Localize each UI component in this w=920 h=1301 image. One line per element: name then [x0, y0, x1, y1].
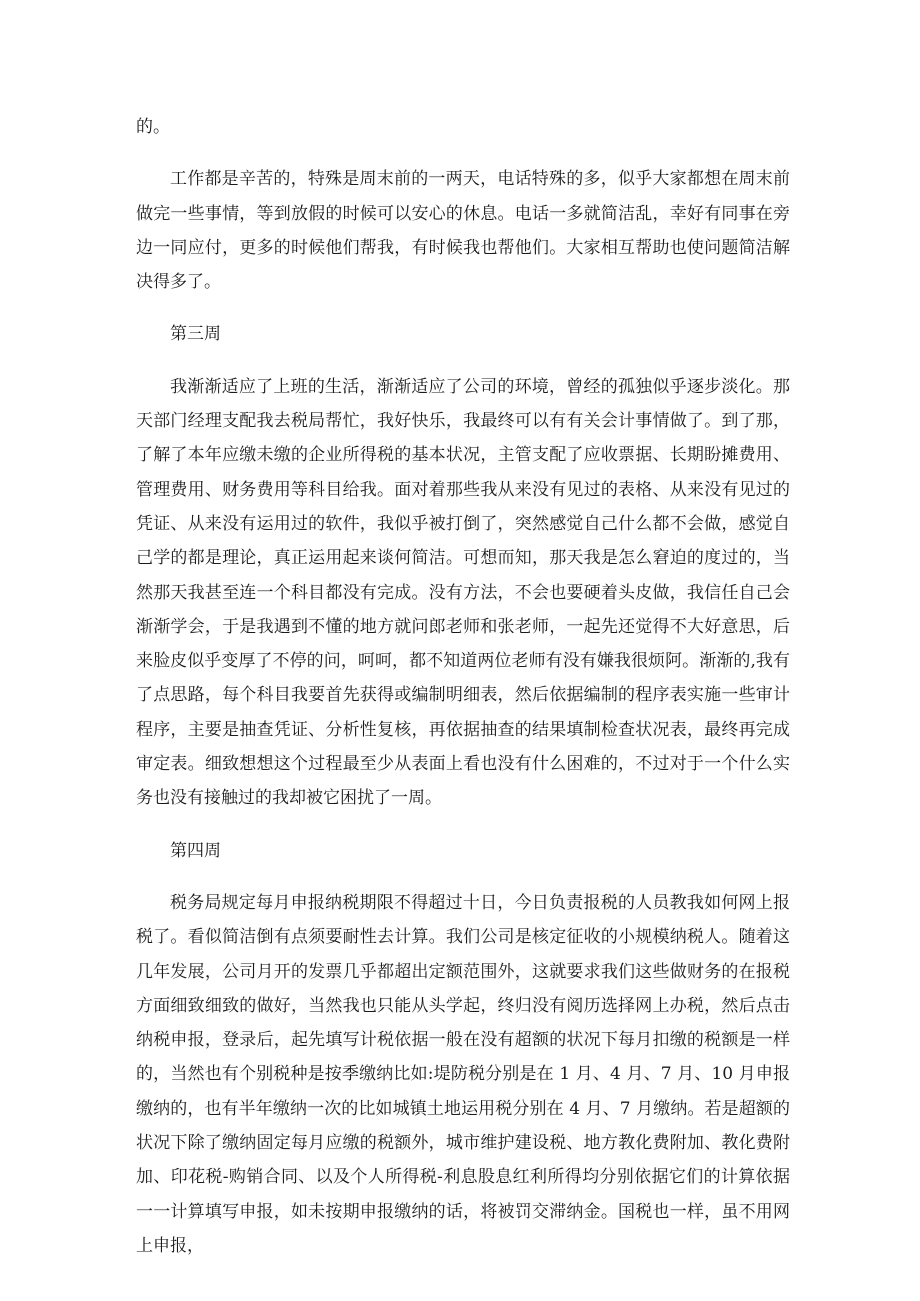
paragraph-continuation: 的。	[136, 117, 170, 137]
paragraph-week-3: 我渐渐适应了上班的生活，渐渐适应了公司的环境，曾经的孤独似乎逐步淡化。那天部门经理支配我去税局帮忙，我好快乐，我最终可以有有关会计事情做了。到了那，了解了本年应缴未缴的企业所得税的基本状况，主管支配了应收票据、长期盼摊费用、管理费用、财务费用等科目给我。面对着那些我从来没有见过的表格、从来没有见过的凭证、从来没有运用过的软件，我似乎被打倒了，突然感觉自己什么都不会做，感觉自己学的都是理论，真正运用起来谈何简洁。可想而知，那天我是怎么窘迫的度过的，当然那天我甚至连一个科目都没有完成。没有方法，不会也要硬着头皮做，我信任自己会渐渐学会，于是我遇到不懂的地方就问郎老师和张老师，一起先还觉得不大好意思，后来脸皮似乎变厚了不停的问，呵呵，都不知道两位老师有没有嫌我很烦阿。渐渐的,我有了点思路，每个科目我要首先获得或编制明细表，然后依据编制的程序表实施一些审计程序，主要是抽查凭证、分析性复核，再依据抽查的结果填制检查状况表，最终再完成审定表。细致想想这个过程最至少从表面上看也没有什么困难的，不过对于一个什么实务也没有接触过的我却被它困扰了一周。	[136, 376, 790, 809]
paragraph-week-4: 税务局规定每月申报纳税期限不得超过十日，今日负责报税的人员教我如何网上报税了。看似简洁倒有点须要耐性去计算。我们公司是核定征收的小规模纳税人。随着这几年发展，公司月开的发票几乎都超出定额范围外，这就要求我们这些做财务的在报税方面细致细致的做好，当然我也只能从头学起，终归没有阅历选择网上办税，然后点击纳税申报，登录后，起先填写计税依据一般在没有超额的状况下每月扣缴的税额是一样的，当然也有个别税种是按季缴纳比如:堤防税分别是在 1 月、4 月、7 月、10 月申报缴纳的，也有半年缴纳一次的比如城镇土地运用税分别在 4 月、7 月缴纳。若是超额的状况下除了缴纳固定每月应缴的税额外，城市维护建设税、地方教化费附加、教化费附加、印花税-购销合同、以及个人所得税-利息股息红利所得均分别依据它们的计算依据一一计算填写申报，如未按期申报缴纳的话，将被罚交滞纳金。国税也一样，虽不用网上申报，	[136, 892, 790, 1256]
section-heading-week-3: 第三周	[170, 324, 221, 345]
document-page	[136, 110, 790, 1281]
section-heading-week-4: 第四周	[170, 840, 221, 861]
paragraph-weekend-work: 工作都是辛苦的，特殊是周末前的一两天，电话特殊的多，似乎大家都想在周末前做完一些事情，等到放假的时候可以安心的休息。电话一多就简洁乱，幸好有同事在旁边一同应付，更多的时候他们帮我，有时候我也帮他们。大家相互帮助也使问题简洁解决得多了。	[136, 169, 790, 293]
